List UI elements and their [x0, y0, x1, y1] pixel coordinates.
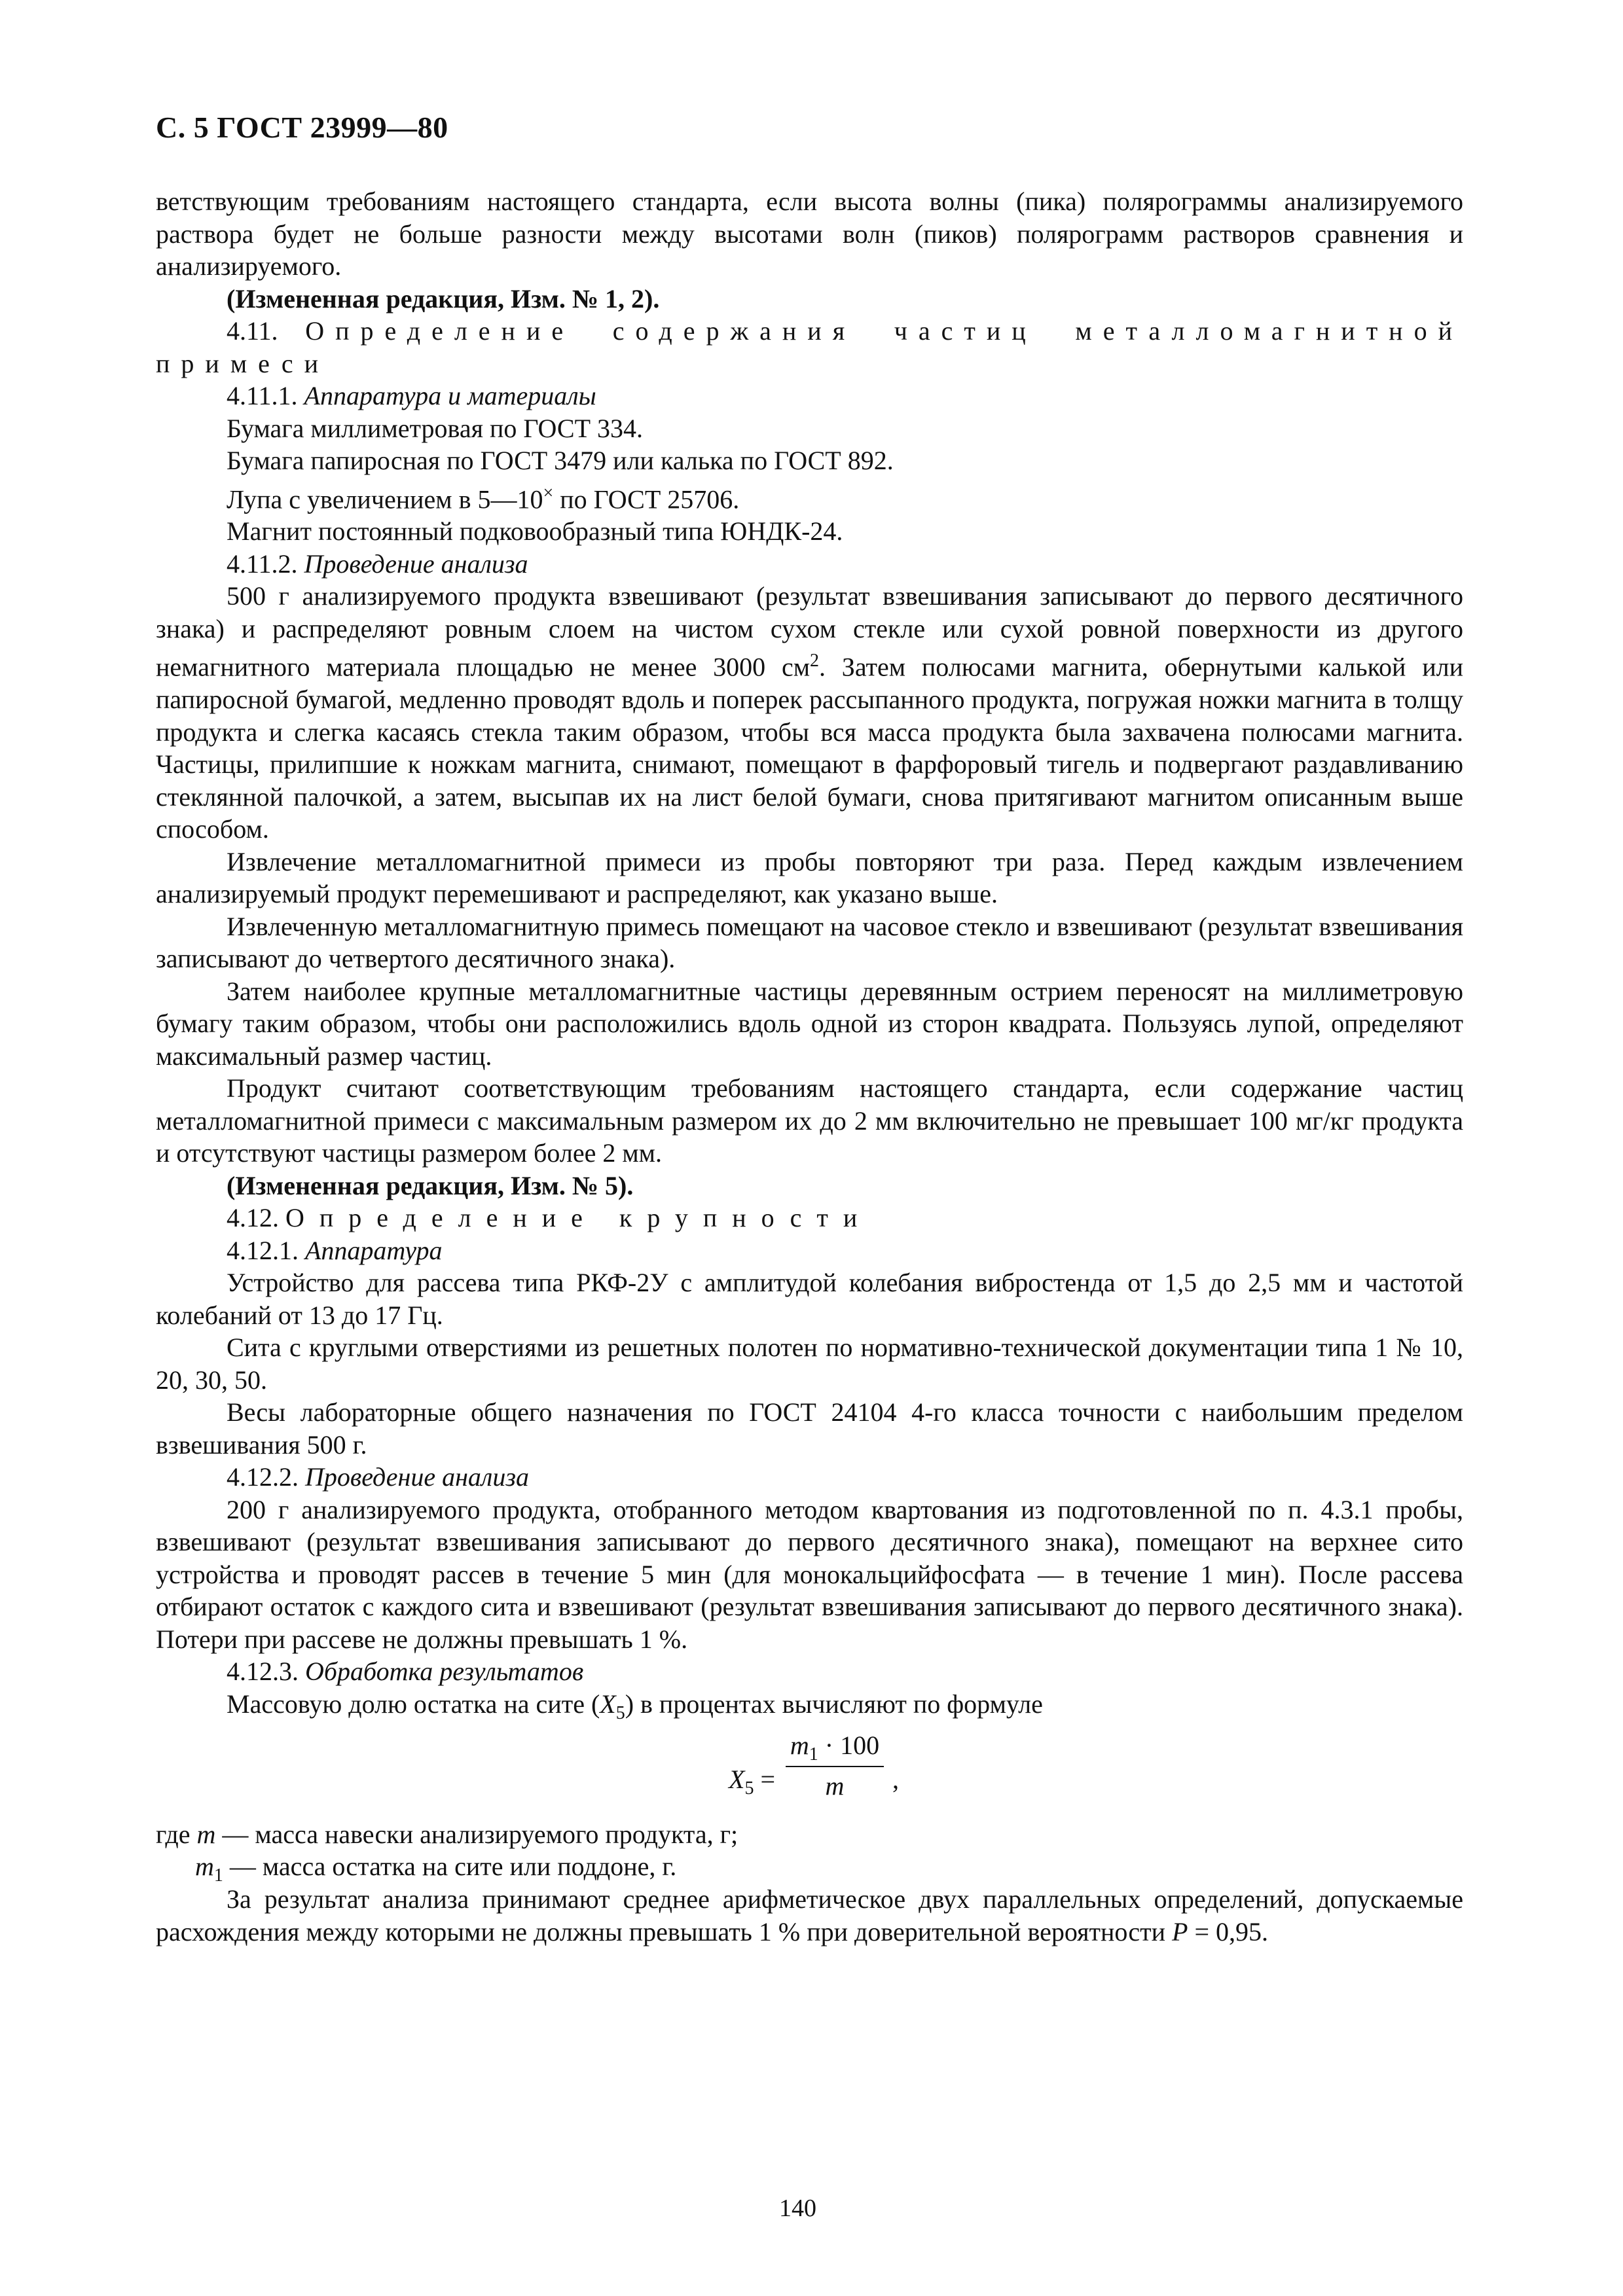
section-title: Обработка результатов	[305, 1657, 584, 1687]
amendment-note-1: (Измененная редакция, Изм. № 1, 2).	[227, 283, 660, 314]
formula-comma: ,	[892, 1765, 899, 1795]
subscript: 1	[213, 1865, 223, 1886]
variable-definitions	[156, 1818, 1463, 1886]
paragraph-text: ) в процентах вычисляют по формуле	[625, 1689, 1043, 1719]
section-number: 4.12.3.	[227, 1657, 299, 1687]
section-4-12-2-heading	[156, 1461, 1463, 1494]
section-number: 4.11.2.	[227, 548, 298, 579]
equipment-item: Бумага папиросная по ГОСТ 3479 или калька по ГОСТ 892.	[227, 446, 894, 475]
paragraph: Продукт считают соответствующим требованиям настоящего стандарта, если содержание частиц металломагнитной примеси с максимальным размером их до 2 мм включительно не превышает 100 мг/кг продукта и отсутствуют частицы размером более 2 мм.	[156, 1073, 1463, 1168]
paragraph	[156, 1883, 1463, 1948]
paragraph-text: 500 г анализируемого продукта взвешивают (результат взвешивания записывают до первого десятичного знака) и распределяют ровным слоем на чистом сухом стекле или сухой ровной поверхности из другого немагнитного материала площадью не менее 3000 см	[156, 581, 1463, 682]
formula	[156, 1729, 1463, 1818]
section-title: Аппаратура	[305, 1235, 443, 1265]
definition-text: — масса остатка на сите или поддоне, г.	[223, 1852, 677, 1882]
section-number: 4.11.	[227, 316, 278, 346]
section-4-12-1-heading	[156, 1234, 1463, 1267]
paragraph-text: Массовую долю остатка на сите (	[227, 1689, 600, 1719]
section-title: Определение крупности	[285, 1203, 873, 1233]
equipment-item: Магнит постоянный подковообразный типа ЮНДК-24.	[227, 516, 843, 547]
amendment-note-5: (Измененная редакция, Изм. № 5).	[227, 1170, 634, 1200]
section-4-11-heading	[156, 315, 1463, 380]
section-4-12-3-heading	[156, 1655, 1463, 1688]
variable: P	[1172, 1916, 1188, 1946]
paragraph-text: = 0,95.	[1188, 1916, 1269, 1946]
formula-denominator: m	[825, 1771, 845, 1801]
variable: m	[196, 1820, 216, 1850]
equals-sign: =	[754, 1765, 775, 1795]
paragraph: Устройство для рассева типа РКФ-2У с амплитудой колебания вибростенда от 1,5 до 2,5 мм и частотой колебаний от 13 до 17 Гц.	[156, 1268, 1463, 1330]
subscript: 1	[809, 1744, 818, 1765]
variable: m	[790, 1731, 809, 1761]
formula-numerator	[786, 1729, 884, 1771]
subscript: 5	[615, 1702, 625, 1723]
paragraph: Затем наиболее крупные металломагнитные частицы деревянным острием переносят на миллиметровую бумагу таким образом, чтобы они расположились вдоль одной из сторон квадрата. Пользуясь лупой, определяют максимальный размер частиц.	[156, 976, 1463, 1071]
section-number: 4.12.	[227, 1203, 279, 1233]
variable: m	[195, 1852, 214, 1882]
paragraph-continuation: ветствующим требованиям настоящего стандарта, если высота волны (пика) полярограммы анализируемого раствора будет не больше разности между высотами волн (пиков) полярограмм растворов сравнения и анализируемого.	[156, 187, 1463, 281]
equipment-item-text: Лупа с увеличением в 5—10	[227, 484, 543, 514]
section-number: 4.12.2.	[227, 1462, 299, 1492]
fraction-bar	[786, 1766, 884, 1767]
paragraph: Весы лабораторные общего назначения по ГОСТ 24104 4-го класса точности с наибольшим пределом взвешивания 500 г.	[156, 1397, 1463, 1460]
section-number: 4.12.1.	[227, 1235, 299, 1265]
definition-prefix: где	[156, 1820, 197, 1850]
paragraph-text: . Затем полюсами магнита, обернутыми калькой или папиросной бумагой, медленно проводят вдоль и поперек рассыпанного продукта, погружая ножки магнита в толщу продукта и слегка касаясь стекла таким образом, чтобы вся масса продукта была захвачена полюсами магнита. Частицы, прилипшие к ножкам магнита, снимают, помещают в фарфоровый тигель и подвергают раздавливанию стеклянной палочкой, а затем, высыпав их на лист белой бумаги, снова притягивают магнитом описанным выше способом.	[156, 652, 1463, 844]
numerator-text: · 100	[818, 1731, 880, 1761]
subscript: 5	[744, 1778, 754, 1799]
paragraph-text: За результат анализа принимают среднее арифметическое двух параллельных определений, допускаемые расхождения между которыми не должны превышать 1 % при доверительной вероятности	[156, 1884, 1463, 1946]
definition-text: — масса навески анализируемого продукта, г;	[215, 1820, 739, 1850]
section-title: Проведение анализа	[305, 1462, 529, 1492]
section-title: Аппаратура и материалы	[304, 381, 596, 410]
variable: X	[729, 1765, 745, 1795]
definition-row	[195, 1850, 676, 1892]
section-title: Определение содержания частиц металломагнитной примеси	[156, 316, 1463, 378]
section-4-11-1-heading	[156, 380, 1463, 412]
equipment-item-text: по ГОСТ 25706.	[553, 484, 740, 514]
section-4-11-2-heading	[156, 548, 1463, 581]
paragraph: Сита с круглыми отверстиями из решетных полотен по нормативно-технической документации типа 1 № 10, 20, 30, 50.	[156, 1333, 1463, 1395]
paragraph	[156, 1688, 1463, 1730]
section-number: 4.11.1.	[227, 381, 298, 410]
superscript: 2	[810, 651, 820, 672]
page-content	[156, 185, 1463, 1948]
variable: X	[600, 1689, 616, 1719]
page-header: С. 5 ГОСТ 23999—80	[156, 111, 448, 144]
definition-row	[156, 1818, 738, 1851]
paragraph: 200 г анализируемого продукта, отобранного методом квартования из подготовленной по п. 4.3.1 пробы, взвешивают (результат взвешивания записывают до первого десятичного знака), помещают на верхнее сито устройства и проводят рассев в течение 5 мин (для монокальцийфосфата — в течение 1 мин). После рассева отбирают остаток с каждого сита и взвешивают (результат взвешивания записывают до первого десятичного знака). Потери при рассеве не должны превышать 1 %.	[156, 1494, 1463, 1654]
paragraph: Извлечение металломагнитной примеси из пробы повторяют три раза. Перед каждым извлечением анализируемый продукт перемешивают и распределяют, как указано выше.	[156, 846, 1463, 909]
formula-lhs	[729, 1763, 775, 1805]
equipment-item	[156, 477, 1463, 516]
page-number: 140	[779, 2195, 816, 2222]
equipment-item: Бумага миллиметровая по ГОСТ 334.	[227, 413, 644, 443]
superscript: ×	[543, 482, 554, 503]
paragraph: Извлеченную металломагнитную примесь помещают на часовое стекло и взвешивают (результат взвешивания записывают до четвертого десятичного знака).	[156, 911, 1463, 974]
paragraph	[156, 580, 1463, 845]
section-4-12-heading	[156, 1202, 1463, 1234]
section-title: Проведение анализа	[304, 548, 528, 579]
